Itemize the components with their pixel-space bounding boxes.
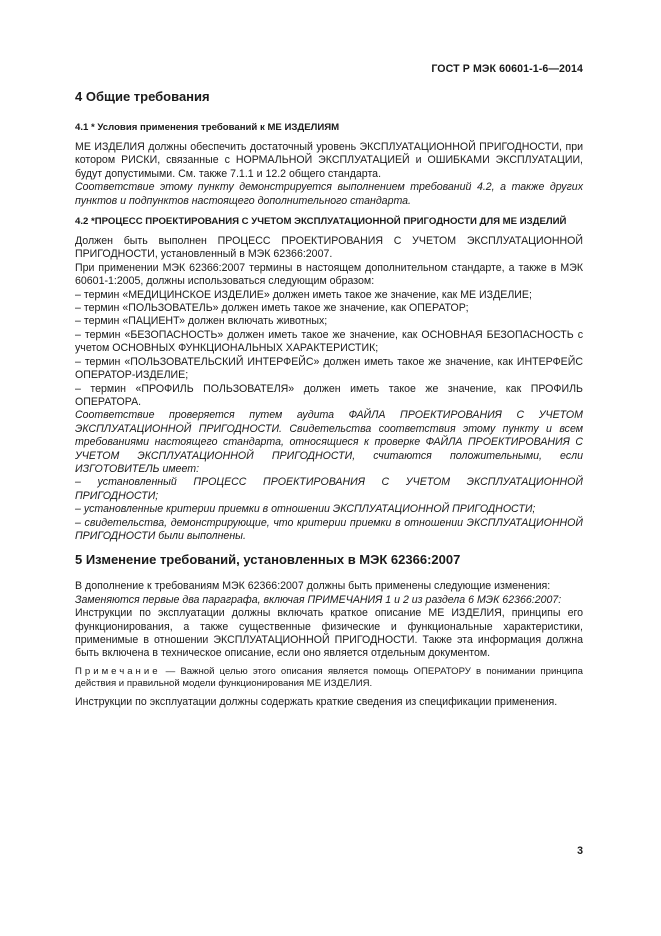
page-number: 3	[577, 845, 583, 857]
compliance-paragraph: Соответствие проверяется путем аудита ФАЙЛА ПРОЕКТИРОВАНИЯ С УЧЕТОМ ЭКСПЛУАТАЦИОННОЙ ПРИГОДНОСТИ. Свидетельства соответствия этому пункту и всем требованиями настоящего стандарта, относящиеся к проверке ФАЙЛА ПРОЕКТИРОВАНИЯ С УЧЕТОМ ЭКСПЛУАТАЦИОННОЙ ПРИГОДНОСТИ, считаются положительными, если ИЗГОТОВИТЕЛЬ имеет:	[75, 409, 583, 475]
subsection-4-2-heading: 4.2 *ПРОЦЕСС ПРОЕКТИРОВАНИЯ С УЧЕТОМ ЭКСПЛУАТАЦИОННОЙ ПРИГОДНОСТИ ДЛЯ ME ИЗДЕЛИЙ	[75, 216, 567, 228]
list-item: – термин «БЕЗОПАСНОСТЬ» должен иметь такое же значение, как ОСНОВНАЯ БЕЗОПАСНОСТЬ с учетом ОСНОВНЫХ ФУНКЦИОНАЛЬНЫХ ХАРАКТЕРИСТИК;	[75, 328, 583, 355]
list-item: – термин «ПОЛЬЗОВАТЕЛЬ» должен иметь такое же значение, как ОПЕРАТОР;	[75, 302, 469, 315]
note-label: Примечание	[75, 665, 161, 677]
page-content	[75, 89, 583, 709]
section-5-heading: 5 Изменение требований, установленных в МЭК 62366:2007	[75, 552, 461, 568]
amendment-paragraph: Заменяются первые два параграфа, включая ПРИМЕЧАНИЯ 1 и 2 из раздела 6 МЭК 62366:2007:	[75, 593, 562, 606]
document-header: ГОСТ Р МЭК 60601-1-6—2014	[431, 63, 583, 75]
compliance-paragraph: Соответствие этому пункту демонстрируется выполнением требований 4.2, а также других пунктов и подпунктов настоящего дополнительного стандарта.	[75, 181, 583, 207]
list-item: – установленный ПРОЦЕСС ПРОЕКТИРОВАНИЯ С УЧЕТОМ ЭКСПЛУАТАЦИОННОЙ ПРИГОДНОСТИ;	[75, 476, 583, 502]
list-item: – установленные критерии приемки в отношении ЭКСПЛУАТАЦИОННОЙ ПРИГОДНОСТИ;	[75, 503, 536, 516]
list-item: – термин «МЕДИЦИНСКОЕ ИЗДЕЛИЕ» должен иметь такое же значение, как ME ИЗДЕЛИЕ;	[75, 288, 532, 301]
paragraph: Инструкции по эксплуатации должны содержать краткие сведения из спецификации применения.	[75, 696, 558, 708]
paragraph: В дополнение к требованиям МЭК 62366:2007 должны быть применены следующие изменения:	[75, 580, 551, 593]
note-paragraph	[75, 666, 583, 691]
list-item: – свидетельства, демонстрирующие, что критерии приемки в отношении ЭКСПЛУАТАЦИОННОЙ ПРИГОДНОСТИ были выполнены.	[75, 516, 583, 542]
paragraph: ME ИЗДЕЛИЯ должны обеспечить достаточный уровень ЭКСПЛУАТАЦИОННОЙ ПРИГОДНОСТИ, при котором РИСКИ, связанные с НОРМАЛЬНОЙ ЭКСПЛУАТАЦИЕЙ и ОШИБКАМИ ЭКСПЛУАТАЦИИ, будут допустимыми. См. также 7.1.1 и 12.2 общего стандарта.	[75, 141, 583, 180]
list-item: – термин «ПРОФИЛЬ ПОЛЬЗОВАТЕЛЯ» должен иметь такое же значение, как ПРОФИЛЬ ОПЕРАТОРА.	[75, 382, 583, 408]
paragraph: Инструкции по эксплуатации должны включать краткое описание ME ИЗДЕЛИЯ, принципы его функционирования, а также существенные физические и функциональные характеристики, применимые в отношении ЭКСПЛУАТАЦИОННОЙ ПРИГОДНОСТИ. Также эта информация должна быть включена в техническое описание, если оно является отдельным документом.	[75, 607, 583, 660]
list-item: – термин «ПОЛЬЗОВАТЕЛЬСКИЙ ИНТЕРФЕЙС» должен иметь такое же значение, как ИНТЕРФЕЙС ОПЕРАТОР-ИЗДЕЛИЕ;	[75, 355, 583, 382]
section-4-heading: 4 Общие требования	[75, 89, 210, 104]
list-item: – термин «ПАЦИЕНТ» должен включать животных;	[75, 315, 328, 328]
note-text: — Важной целью этого описания является помощь ОПЕРАТОРУ в понимании принципа действия и правильной модели функционирования ME ИЗДЕЛИЯ.	[75, 665, 583, 690]
paragraph: Должен быть выполнен ПРОЦЕСС ПРОЕКТИРОВАНИЯ С УЧЕТОМ ЭКСПЛУАТАЦИОННОЙ ПРИГОДНОСТИ, установленный в МЭК 62366:2007.	[75, 235, 583, 261]
subsection-4-1-heading: 4.1 * Условия применения требований к ME ИЗДЕЛИЯМ	[75, 122, 340, 133]
paragraph: При применении МЭК 62366:2007 термины в настоящем дополнительном стандарте, а также в МЭК 60601-1:2005, должны использоваться следующим образом:	[75, 261, 583, 288]
